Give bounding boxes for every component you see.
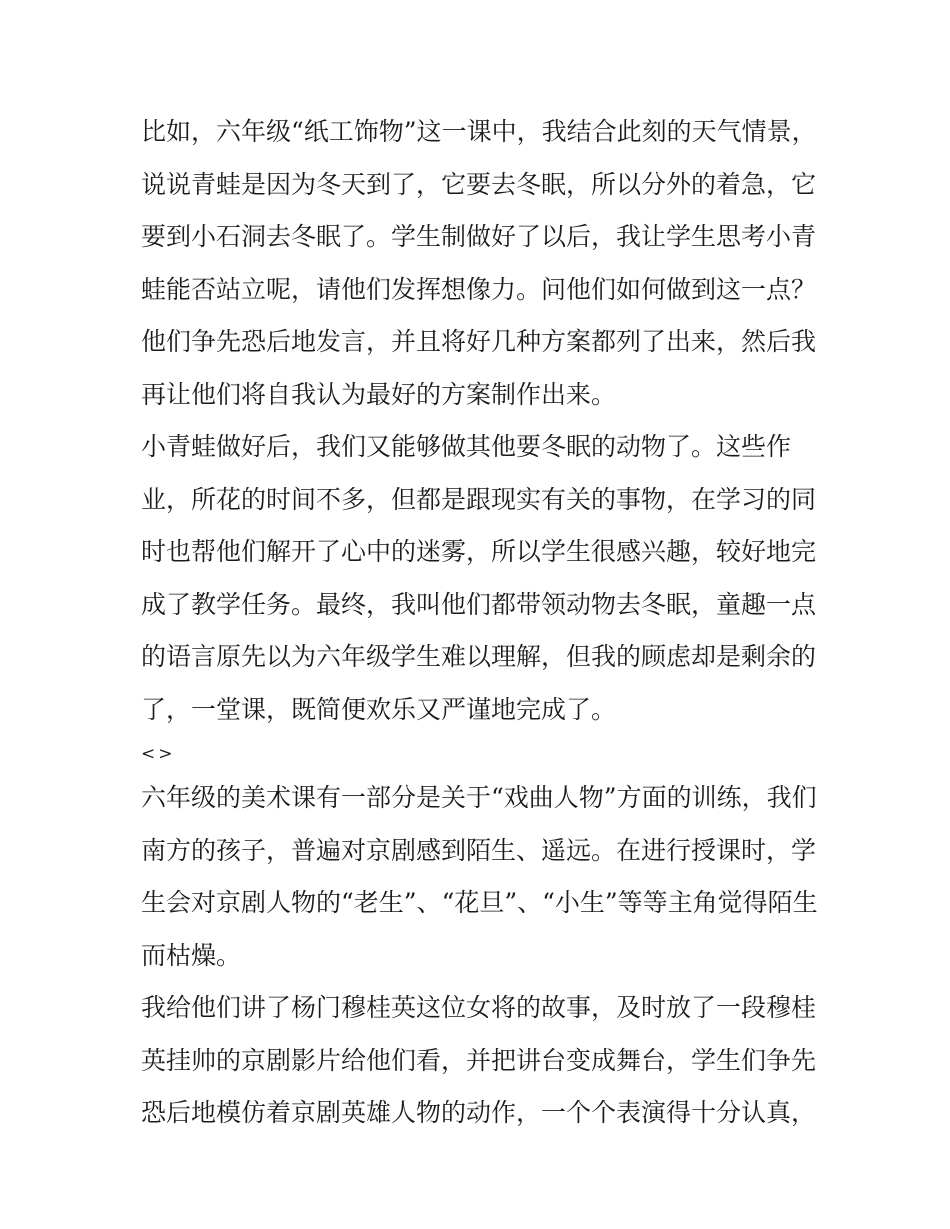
section-marker: <>	[141, 744, 176, 764]
text-line: 再让他们将自我认为最好的方案制作出来。	[141, 379, 617, 409]
text-line: 我给他们讲了杨门穆桂英这位女将的故事，及时放了一段穆桂	[141, 993, 817, 1022]
text-line: 要到小石洞去冬眠了。学生制做好了以后，我让学生思考小青	[141, 222, 817, 251]
text-line: 蛙能否站立呢，请他们发挥想像力。问他们如何做到这一点？	[141, 274, 817, 304]
text-line: 时也帮他们解开了心中的迷雾，所以学生很感兴趣，较好地完	[141, 537, 817, 566]
text-line: 英挂帅的京剧影片给他们看，并把讲台变成舞台，学生们争先	[141, 1045, 817, 1075]
text-line: 成了教学任务。最终，我叫他们都带领动物去冬眠，童趣一点	[141, 589, 817, 619]
text-line: 比如，六年级“纸工饰物”这一课中，我结合此刻的天气情景，	[141, 117, 817, 146]
text-line: 业，所花的时间不多，但都是跟现实有关的事物，在学习的同	[141, 484, 817, 514]
text-line: 而枯燥。	[141, 940, 242, 970]
text-line: 的语言原先以为六年级学生难以理解，但我的顾虑却是剩余的	[141, 642, 817, 671]
body-text	[141, 106, 816, 1140]
text-line: 南方的孩子，普遍对京剧感到陌生、遥远。在进行授课时，学	[141, 835, 817, 865]
text-line: 他们争先恐后地发言，并且将好几种方案都列了出来，然后我	[141, 327, 817, 356]
text-line: 生会对京剧人物的“老生”、“花旦”、“小生”等等主角觉得陌生	[141, 888, 818, 917]
text-line: 说说青蛙是因为冬天到了，它要去冬眠，所以分外的着急，它	[141, 169, 817, 199]
text-line: 了，一堂课，既简便欢乐又严谨地完成了。	[141, 694, 617, 724]
text-line: 小青蛙做好后，我们又能够做其他要冬眠的动物了。这些作	[141, 432, 792, 461]
text-line: 六年级的美术课有一部分是关于“戏曲人物”方面的训练，我们	[141, 783, 817, 812]
text-line: 恐后地模仿着京剧英雄人物的动作，一个个表演得十分认真，	[141, 1098, 817, 1127]
